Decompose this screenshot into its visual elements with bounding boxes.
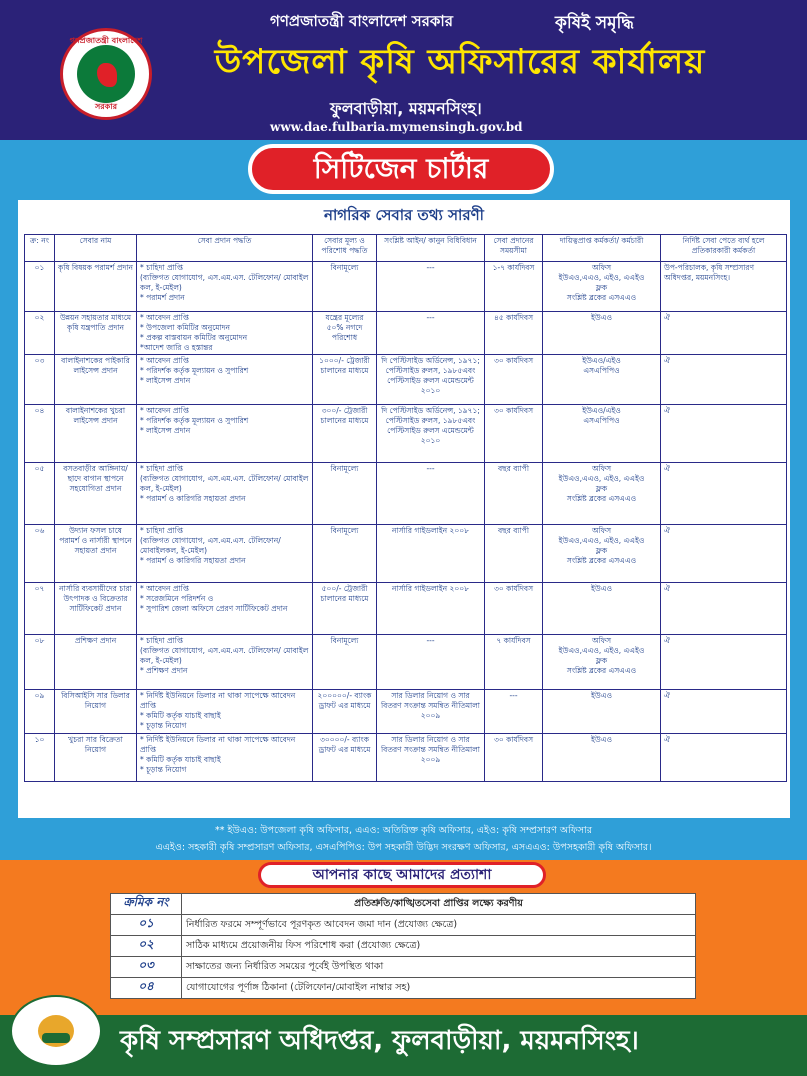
- notes-line-2: এএইও: সহকারী কৃষি সম্প্রসারণ অফিসার, এসএপিপিও: উপ সহকারী উদ্ভিদ সংরক্ষণ অফিসার, এসএএও: উপসহকারী কৃষি অফিসার।: [155, 842, 652, 853]
- notes-line-1: ** ইউএও: উপজেলা কৃষি অফিসার, এএও: অতিরিক্ত কৃষি অফিসার, এইও: কৃষি সম্প্রসারণ অফিসার: [214, 825, 593, 836]
- service-cell-officer: অফিস ইউএও,এএও, এইও, এএইও ফ্লক সংশ্লিষ্ট ব্লকের এসএএও: [543, 262, 661, 312]
- service-cell-sl: ০৫: [25, 463, 55, 525]
- expectation-sl: ০৩: [111, 957, 182, 978]
- expectation-header-text: প্রতিশ্রুতি/কাঙ্খিতসেবা প্রাপ্তির লক্ষ্যে করণীয়: [182, 894, 696, 915]
- government-emblem-icon: [60, 28, 152, 120]
- service-table-title: নাগরিক সেবার তথ্য সারণী: [324, 206, 484, 224]
- service-cell-method: * চাহিদা প্রাপ্তি (ব্যক্তিগত যোগাযোগ, এস.এম.এস. টেলিফোন/ মোবাইল কল, ই-মেইল) * প্রশিক্ষণ প্রদান: [137, 635, 313, 690]
- service-cell-sl: ০২: [25, 312, 55, 355]
- service-cell-name: বসতবাড়ীর আঙ্গিনায়/ ছাদে বাগান স্থাপনে সহযোগিতা প্রদান: [55, 463, 137, 525]
- service-cell-remedy: উপ-পরিচালক, কৃষি সম্প্রসারণ অধিদপ্তর, ময়মনসিংহ।: [661, 262, 787, 312]
- service-cell-time: ৩০ কার্যদিবস: [485, 583, 543, 635]
- service-cell-officer: ইউএও: [543, 690, 661, 734]
- service-cell-remedy: ঐ: [661, 525, 787, 583]
- service-cell-remedy: ঐ: [661, 690, 787, 734]
- expectation-text: সাক্ষাতের জন্য নির্ধারিত সময়ের পূর্বেই উপস্থিত থাকা: [182, 957, 696, 978]
- service-cell-method: * চাহিদা প্রাপ্তি (ব্যক্তিগত যোগাযোগ, এস.এম.এস. টেলিফোন/ মোবাইল কল, ই-মেইল) * পরামর্শ প্রদান: [137, 262, 313, 312]
- service-cell-remedy: ঐ: [661, 355, 787, 405]
- table-row: [25, 583, 787, 635]
- expectation-header-sl: ক্রমিক নং: [111, 894, 182, 915]
- footer-office-name: কৃষি সম্প্রসারণ অধিদপ্তর, ফুলবাড়ীয়া, ময়মনসিংহ।: [120, 1026, 639, 1056]
- service-cell-name: বালাইনাশকের পাইকারি লাইসেন্স প্রদান: [55, 355, 137, 405]
- service-cell-officer: অফিস ইউএও,এএও, এইও, এএইও ফ্লক সংশ্লিষ্ট ব্লকের এসএএও: [543, 635, 661, 690]
- service-cell-method: * আবেদন প্রাপ্তি * পরিদর্শক কর্তৃক মূল্যায়ন ও সুপারিশ * লাইসেন্স প্রদান: [137, 405, 313, 463]
- slogan: কৃষিই সমৃদ্ধি: [555, 13, 634, 33]
- service-table-header-cell: সেবার মূল্য ও পরিশোধ পদ্ধতি: [313, 235, 377, 262]
- office-location: ফুলবাড়ীয়া, ময়মনসিংহ।: [330, 99, 482, 118]
- service-table-header-cell: সেবা প্রদানের সময়সীমা: [485, 235, 543, 262]
- expectation-row: [111, 915, 696, 936]
- service-cell-remedy: ঐ: [661, 583, 787, 635]
- service-table-header: [25, 235, 787, 262]
- service-cell-officer: ইউএও: [543, 583, 661, 635]
- expectation-table: [110, 893, 696, 999]
- service-table-header-cell: সেবার নাম: [55, 235, 137, 262]
- service-cell-remedy: ঐ: [661, 405, 787, 463]
- service-cell-method: * চাহিদা প্রাপ্তি (ব্যক্তিগত যোগাযোগ, এস.এম.এস. টেলিফোন/ মোবাইলকল, ই-মেইল) * পরামর্শ ও কারিগরি সহায়তা প্রদান: [137, 525, 313, 583]
- service-cell-officer: ইউএও/এইও এসএপিপিও: [543, 405, 661, 463]
- service-cell-time: ৩০ কার্যদিবস: [485, 734, 543, 782]
- service-cell-remedy: ঐ: [661, 734, 787, 782]
- expectation-row: [111, 936, 696, 957]
- expectation-text: সাঠিক মাধ্যমে প্রয়োজনীয় ফিস পরিশোধ করা (প্রযোজ্য ক্ষেত্রে): [182, 936, 696, 957]
- emblem-bottom-text: সরকার: [94, 102, 117, 111]
- table-row: [25, 312, 787, 355]
- service-cell-time: ৩০ কার্যদিবস: [485, 355, 543, 405]
- expectation-row: [111, 957, 696, 978]
- service-cell-fee: ২০০০০০/- ব্যাংক ড্রাফট এর মাধ্যমে: [313, 690, 377, 734]
- service-cell-law: ---: [377, 262, 485, 312]
- service-cell-fee: ৫০০/- ট্রেজারী চালানের মাধ্যমে: [313, 583, 377, 635]
- service-cell-law: ---: [377, 463, 485, 525]
- expectation-sl: ০৪: [111, 978, 182, 999]
- service-cell-name: নার্সারি ব্যবসায়ীদের চারা উৎপাদক ও বিক্রেতার সার্টিফিকেট প্রদান: [55, 583, 137, 635]
- service-cell-law: সার ডিলার নিয়োগ ও সার বিতরণ সংক্রান্ত সমন্বিত নীতিমালা ২০০৯: [377, 734, 485, 782]
- service-cell-law: দি পেস্টিসাইড অর্ডিনেন্স, ১৯৭১; পেস্টিসাইড রুলস, ১৯৮৫এবং পেস্টিসাইড রুলস এমেন্ডমেন্ট ২০১০: [377, 405, 485, 463]
- service-cell-fee: ৩০০০০/- ব্যাংক ড্রাফট এর মাধ্যমে: [313, 734, 377, 782]
- expectation-text: যোগাযোগের পূর্ণাঙ্গ ঠিকানা (টেলিফোন/মোবাইল নাম্বার সহ): [182, 978, 696, 999]
- service-table-header-cell: ক্র: নং: [25, 235, 55, 262]
- service-cell-law: ---: [377, 312, 485, 355]
- citizen-charter-title: সিটিজেন চার্টার: [248, 144, 554, 194]
- service-cell-method: * চাহিদা প্রাপ্তি (ব্যক্তিগত যোগাযোগ, এস.এম.এস. টেলিফোন/ মোবাইল কল, ই-মেইল) * পরামর্শ ও কারিগরি সহায়তা প্রদান: [137, 463, 313, 525]
- table-row: [25, 262, 787, 312]
- service-cell-name: উন্নয়ন সহায়তার মাধ্যমে কৃষি যন্ত্রপাতি প্রদান: [55, 312, 137, 355]
- service-cell-name: বিসিআইসি সার ডিলার নিয়োগ: [55, 690, 137, 734]
- service-cell-sl: ০৮: [25, 635, 55, 690]
- expectation-sl: ০১: [111, 915, 182, 936]
- service-cell-name: বালাইনাশকের খুচরা লাইসেন্স প্রদান: [55, 405, 137, 463]
- service-cell-name: উদ্যান ফসল চাষে পরামর্শ ও নার্সারী স্থাপনে সহায়তা প্রদান: [55, 525, 137, 583]
- emblem-top-text: গণপ্রজাতন্ত্রী বাংলাদেশ: [69, 36, 143, 45]
- service-cell-time: ১-৭ কার্যদিবস: [485, 262, 543, 312]
- service-cell-method: * আবেদন প্রাপ্তি * উপজেলা কমিটির অনুমোদন * প্রকল্প বাস্তবায়ন কমিটির অনুমোদন *আদেশ জারি ও হস্তান্তর: [137, 312, 313, 355]
- service-cell-fee: বিনামূল্যে: [313, 463, 377, 525]
- service-cell-fee: ১০০০/- ট্রেজারী চালানের মাধ্যমে: [313, 355, 377, 405]
- service-cell-officer: অফিস ইউএও,এএও, এইও, এএইও ফ্লক সংশ্লিষ্ট ব্লকের এসএএও: [543, 463, 661, 525]
- website-link[interactable]: www.dae.fulbaria.mymensingh.gov.bd: [270, 120, 523, 134]
- bangladesh-map-icon: [97, 63, 117, 87]
- service-cell-time: ৭ কার্যদিবস: [485, 635, 543, 690]
- service-cell-law: দি পেস্টিসাইড অর্ডিনেন্স, ১৯৭১; পেস্টিসাইড রুলস, ১৯৮৫এবং পেস্টিসাইড রুলস এমেন্ডমেন্ট ২০১০: [377, 355, 485, 405]
- service-table: [24, 234, 787, 782]
- expectation-title: আপনার কাছে আমাদের প্রত্যাশা: [258, 862, 546, 888]
- service-cell-remedy: ঐ: [661, 635, 787, 690]
- table-row: [25, 690, 787, 734]
- service-cell-fee: বিনামূল্যে: [313, 525, 377, 583]
- service-cell-sl: ০৭: [25, 583, 55, 635]
- table-row: [25, 405, 787, 463]
- service-cell-sl: ০৩: [25, 355, 55, 405]
- service-cell-law: নার্সারি গাইডলাইন ২০০৮: [377, 583, 485, 635]
- expectation-row: [111, 978, 696, 999]
- dae-logo-icon: [10, 995, 102, 1067]
- service-cell-sl: ০১: [25, 262, 55, 312]
- service-cell-name: কৃষি বিষয়ক পরামর্শ প্রদান: [55, 262, 137, 312]
- service-cell-officer: ইউএও: [543, 734, 661, 782]
- service-table-header-cell: নির্দিষ্ট সেবা পেতে ব্যর্থ হলে প্রতিকারকারী কর্মকর্তা: [661, 235, 787, 262]
- service-table-panel: [18, 200, 790, 818]
- government-title: গণপ্রজাতন্ত্রী বাংলাদেশ সরকার: [270, 12, 453, 30]
- service-cell-sl: ১০: [25, 734, 55, 782]
- service-cell-fee: ৩০০/- ট্রেজারী চালানের মাধ্যমে: [313, 405, 377, 463]
- table-row: [25, 635, 787, 690]
- service-table-header-cell: সেবা প্রদান পদ্ধতি: [137, 235, 313, 262]
- table-row: [25, 463, 787, 525]
- service-cell-time: ৩০ কার্যদিবস: [485, 405, 543, 463]
- service-cell-fee: বিনামূল্যে: [313, 635, 377, 690]
- service-cell-officer: অফিস ইউএও,এএও, এইও, এএইও ফ্লক সংশ্লিষ্ট ব্লকের এসএএও: [543, 525, 661, 583]
- service-cell-method: * নির্দিষ্ট ইউনিয়নে ডিলার না থাকা সাপেক্ষে আবেদন প্রাপ্তি * কমিটি কর্তৃক যাচাই বাছাই * চূড়ান্ত নিয়োগ: [137, 734, 313, 782]
- service-cell-method: * আবেদন প্রাপ্তি * সরেজমিনে পরিদর্শন ও * সুপারিশ জেলা অফিসে প্রেরণ সার্টিফিকেট প্রদান: [137, 583, 313, 635]
- service-cell-time: ৪৫ কার্যদিবস: [485, 312, 543, 355]
- service-cell-time: বছর ব্যাপী: [485, 463, 543, 525]
- table-row: [25, 525, 787, 583]
- service-table-header-cell: সংশ্লিষ্ট আইন/ কানুন বিধিবিধান: [377, 235, 485, 262]
- service-cell-time: ---: [485, 690, 543, 734]
- service-cell-method: * আবেদন প্রাপ্তি * পরিদর্শক কর্তৃক মূল্যায়ন ও সুপারিশ * লাইসেন্স প্রদান: [137, 355, 313, 405]
- service-cell-name: প্রশিক্ষণ প্রদান: [55, 635, 137, 690]
- service-cell-law: ---: [377, 635, 485, 690]
- service-cell-sl: ০৯: [25, 690, 55, 734]
- service-cell-fee: যন্ত্রের মূল্যের ৫০% নগদে পরিশোধ: [313, 312, 377, 355]
- service-cell-sl: ০৬: [25, 525, 55, 583]
- abbreviation-notes: [0, 822, 807, 856]
- service-cell-remedy: ঐ: [661, 463, 787, 525]
- service-cell-fee: বিনামূল্যে: [313, 262, 377, 312]
- service-cell-time: বছর ব্যাপী: [485, 525, 543, 583]
- service-table-header-cell: দায়িত্বপ্রাপ্ত কর্মকর্তা/ কর্মচারী: [543, 235, 661, 262]
- table-row: [25, 355, 787, 405]
- expectation-text: নির্ধারিত ফরমে সম্পূর্ণভাবে পূরণকৃত আবেদন জমা দান (প্রযোজ্য ক্ষেত্রে): [182, 915, 696, 936]
- service-cell-name: খুচরা সার বিক্রেতা নিয়োগ: [55, 734, 137, 782]
- service-cell-sl: ০৪: [25, 405, 55, 463]
- table-row: [25, 734, 787, 782]
- service-cell-method: * নির্দিষ্ট ইউনিয়নে ডিলার না থাকা সাপেক্ষে আবেদন প্রাপ্তি * কমিটি কর্তৃক যাচাই বাছাই * চূড়ান্ত নিয়োগ: [137, 690, 313, 734]
- service-cell-officer: ইউএও/এইও এসএপিপিও: [543, 355, 661, 405]
- expectation-sl: ০২: [111, 936, 182, 957]
- service-cell-law: নার্সারি গাইডলাইন ২০০৮: [377, 525, 485, 583]
- office-title: উপজেলা কৃষি অফিসারের কার্যালয়: [214, 42, 706, 82]
- service-cell-remedy: ঐ: [661, 312, 787, 355]
- service-cell-law: সার ডিলার নিয়োগ ও সার বিতরণ সংক্রান্ত সমন্বিত নীতিমালা ২০০৯: [377, 690, 485, 734]
- service-cell-officer: ইউএও: [543, 312, 661, 355]
